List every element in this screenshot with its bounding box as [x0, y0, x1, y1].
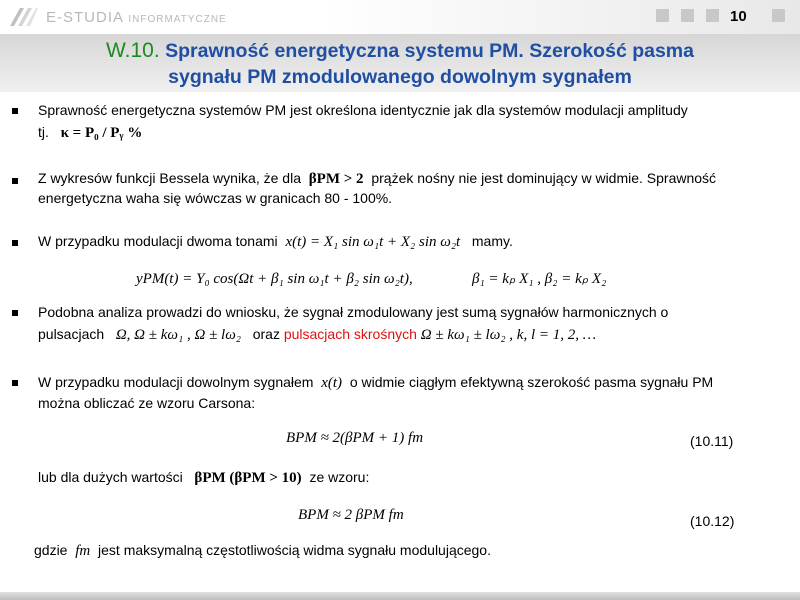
page-title [0, 38, 800, 90]
b5-line1 [38, 372, 713, 393]
b5-formula: x(t) [321, 375, 343, 391]
b4-line1: Podobna analiza prowadzi do wniosku, że sygnał zmodulowany jest sumą sygnałów harmonicznych o [38, 304, 669, 320]
b2-formula: βPM > 2 [308, 171, 364, 187]
b3-line1 [38, 231, 513, 252]
equation-10-12: BPM ≈ 2 βPM fm [298, 507, 404, 523]
bullet-4 [12, 310, 18, 316]
b5-text-b: o widmie ciągłym efektywną szerokość pasma sygnału PM [349, 374, 714, 390]
equation-label-10-12: (10.12) [690, 513, 735, 529]
b2-text-b: prążek nośny nie jest dominujący w widmie. Sprawność [371, 170, 717, 186]
b3-text-a: W przypadku modulacji dwoma tonami [38, 233, 278, 249]
b4-formula1: Ω, Ω ± kω₁ , Ω ± lω₂ [115, 327, 242, 343]
b2-line2: energetyczna waha się wówczas w granicach 80 - 100%. [38, 190, 393, 206]
b5-line2: można obliczać ze wzoru Carsona: [38, 395, 256, 411]
large-formula: βPM (βPM > 10) [194, 470, 302, 486]
page-number: 10 [730, 8, 747, 25]
where-text-a: gdzie [34, 542, 68, 558]
b1-formula: κ = P₀ / Pᵧ % [60, 125, 143, 141]
nav-square-4 [772, 9, 785, 22]
b4-text-b: oraz [252, 326, 280, 342]
b5-text-a: W przypadku modulacji dowolnym sygnałem [38, 374, 314, 390]
nav-square-1 [656, 9, 669, 22]
large-text-a: lub dla dużych wartości [38, 469, 183, 485]
large-values-line [38, 467, 369, 488]
nav-square-2 [681, 9, 694, 22]
b3-text-b: mamy. [471, 233, 513, 249]
b4-red-text: pulsacjach skrośnych [283, 326, 417, 342]
where-formula: fm [75, 543, 91, 559]
where-text-b: jest maksymalną częstotliwością widma sygnału modulującego. [98, 542, 491, 558]
bullet-1 [12, 108, 18, 114]
equation-label-10-11: (10.11) [690, 433, 734, 449]
equation-10-11: BPM ≈ 2(βPM + 1) fm [286, 430, 424, 446]
b2-line1 [38, 168, 716, 189]
b4-line2 [38, 324, 596, 345]
b4-formula2: Ω ± kω₁ ± lω₂ , k, l = 1, 2, … [420, 327, 597, 343]
nav-square-3 [706, 9, 719, 22]
b3-equation: yPM(t) = Y₀ cos(Ωt + β₁ sin ω₁t + β₂ sin ω₂t), [136, 271, 413, 287]
b1-line1: Sprawność energetyczna systemów PM jest określona identycznie jak dla systemów modulacji amplitudy [38, 102, 688, 118]
logo-text [46, 9, 227, 26]
large-text-b: ze wzoru: [309, 469, 370, 485]
title-line1: Sprawność energetyczna systemu PM. Szerokość pasma [165, 40, 694, 62]
b2-text-a: Z wykresów funkcji Bessela wynika, że dla [38, 170, 301, 186]
b3-equation2: β₁ = kₚ X₁ , β₂ = kₚ X₂ [472, 271, 607, 287]
logo-icon [8, 6, 38, 28]
bullet-5 [12, 380, 18, 386]
bullet-3 [12, 240, 18, 246]
title-line2: sygnału PM zmodulowanego dowolnym sygnałem [168, 66, 632, 88]
footer-bar [0, 592, 800, 600]
b1-line2 [38, 122, 142, 143]
title-number: W.10. [105, 39, 160, 62]
b4-text-a: pulsacjach [38, 326, 105, 342]
b3-formula: x(t) = X₁ sin ω₁t + X₂ sin ω₂t [285, 234, 461, 250]
bullet-2 [12, 178, 18, 184]
where-line [34, 540, 491, 561]
logo-sub: INFORMATYCZNE [128, 14, 227, 25]
b1-prefix: tj. [38, 124, 49, 140]
logo-main: E-STUDIA [46, 9, 124, 26]
